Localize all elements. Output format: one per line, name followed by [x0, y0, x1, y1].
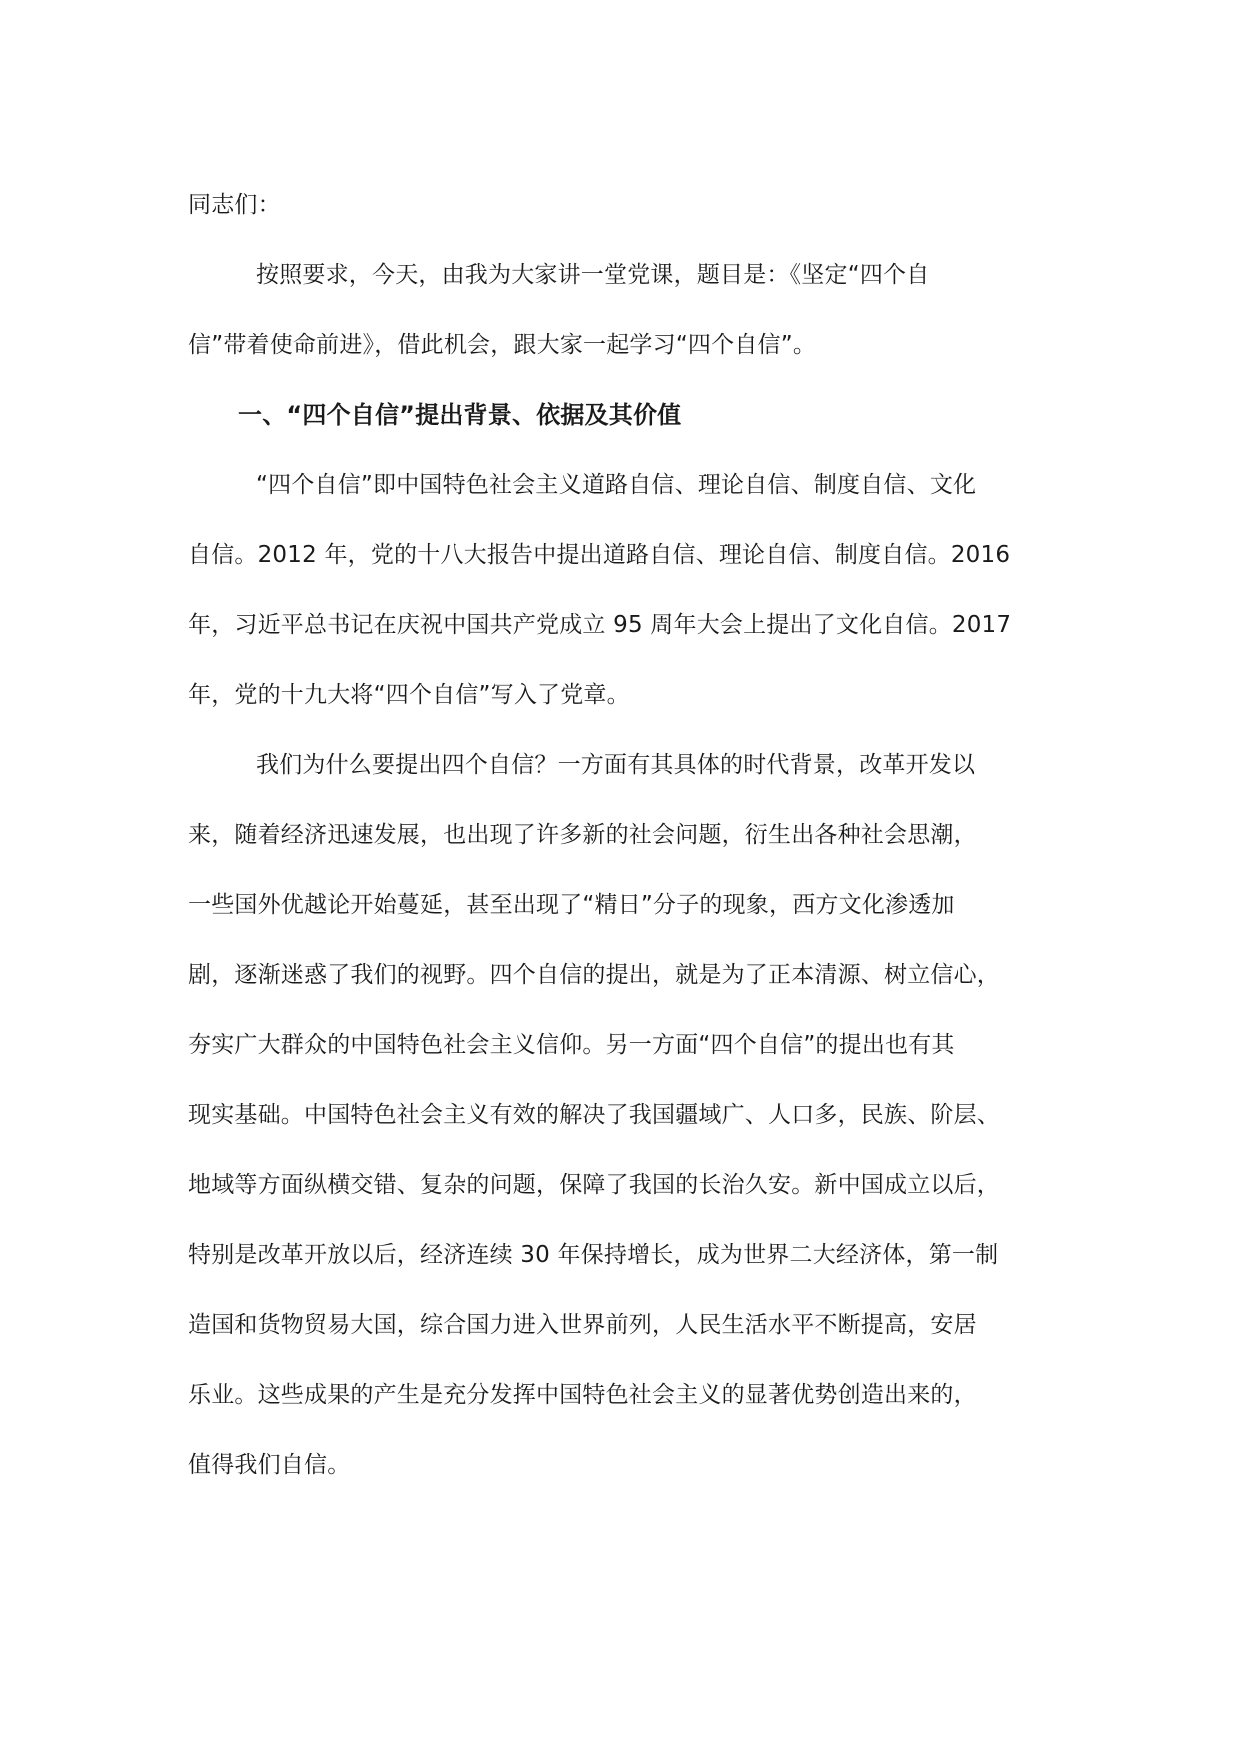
paragraph-line: 地域等方面纵横交错、复杂的问题，保障了我国的长治久安。新中国成立以后， — [188, 1172, 1000, 1198]
paragraph-line: 按照要求，今天，由我为大家讲一堂党课，题目是：《坚定“四个自 — [256, 262, 930, 288]
paragraph-line: 剧，逐渐迷惑了我们的视野。四个自信的提出，就是为了正本清源、树立信心， — [188, 962, 1000, 988]
paragraph-line: 特别是改革开放以后，经济连续 30 年保持增长，成为世界二大经济体，第一制 — [188, 1242, 999, 1268]
section-heading: 一、“四个自信”提出背景、依据及其价值 — [238, 401, 682, 429]
intro-paragraph — [188, 240, 1068, 380]
paragraph-line: “四个自信”即中国特色社会主义道路自信、理论自信、制度自信、文化 — [256, 472, 977, 498]
paragraph-line: 年，党的十九大将“四个自信”写入了党章。 — [188, 682, 630, 708]
salutation: 同志们： — [188, 192, 281, 218]
paragraph-line: 值得我们自信。 — [188, 1452, 351, 1478]
paragraph-line: 现实基础。中国特色社会主义有效的解决了我国疆域广、人口多，民族、阶层、 — [188, 1102, 1000, 1128]
paragraph-line: 自信。2012 年，党的十八大报告中提出道路自信、理论自信、制度自信。2016 — [188, 542, 1011, 568]
paragraph-line: 来，随着经济迅速发展，也出现了许多新的社会问题，衍生出各种社会思潮， — [188, 822, 977, 848]
paragraph-line: 我们为什么要提出四个自信？一方面有其具体的时代背景，改革开发以 — [256, 752, 976, 778]
document-body — [188, 170, 1068, 1500]
paragraph-four-confidences-definition — [188, 450, 1068, 730]
paragraph-why-four-confidences — [188, 730, 1068, 1500]
paragraph-line: 一些国外优越论开始蔓延，甚至出现了“精日”分子的现象，西方文化渗透加 — [188, 892, 955, 918]
paragraph-line: 信”带着使命前进》，借此机会，跟大家一起学习“四个自信”。 — [188, 332, 817, 358]
paragraph-line: 年，习近平总书记在庆祝中国共产党成立 95 周年大会上提出了文化自信。2017 — [188, 612, 1012, 638]
paragraph-line: 夯实广大群众的中国特色社会主义信仰。另一方面“四个自信”的提出也有其 — [188, 1032, 955, 1058]
paragraph-line: 乐业。这些成果的产生是充分发挥中国特色社会主义的显著优势创造出来的， — [188, 1382, 977, 1408]
paragraph-line: 造国和货物贸易大国，综合国力进入世界前列，人民生活水平不断提高，安居 — [188, 1312, 977, 1338]
